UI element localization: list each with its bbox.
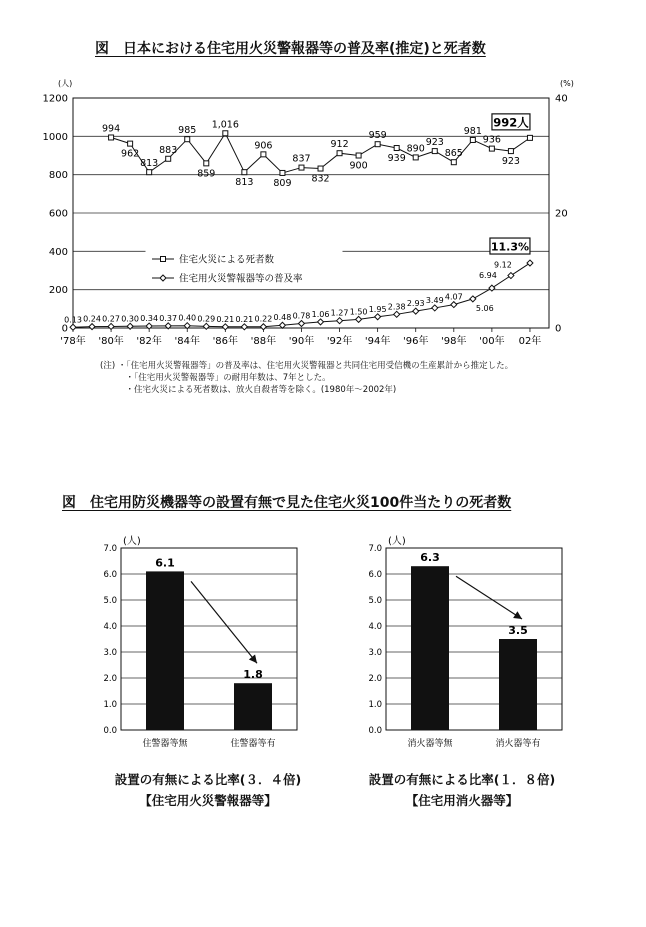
data-label-deaths: 939 xyxy=(387,153,406,165)
arrow-head xyxy=(249,654,257,663)
legend-marker-square xyxy=(161,257,166,262)
data-label-deaths: 962 xyxy=(121,148,140,160)
y-tick-label: 6.0 xyxy=(103,570,117,580)
x-tick-label: '94年 xyxy=(364,336,391,347)
data-label-penetration: 9.12 xyxy=(494,260,512,270)
callout-deaths: 992人 xyxy=(493,115,529,130)
point-penetration xyxy=(413,308,419,314)
x-category-label: 住警器等無 xyxy=(142,739,188,749)
bar xyxy=(234,683,272,730)
y-tick-label: 7.0 xyxy=(368,544,382,554)
point-deaths xyxy=(318,166,323,171)
data-label-deaths: 959 xyxy=(368,130,387,142)
point-penetration xyxy=(108,323,114,329)
data-label-deaths: 1,016 xyxy=(211,119,239,131)
data-label-penetration: 4.07 xyxy=(444,292,463,302)
point-penetration xyxy=(70,324,76,330)
data-label-penetration: 1.27 xyxy=(330,308,349,318)
data-label-penetration: 0.24 xyxy=(83,314,101,324)
data-label-deaths: 865 xyxy=(444,148,463,160)
x-category-label: 消火器等有 xyxy=(495,739,541,749)
data-label-penetration: 2.38 xyxy=(387,302,406,312)
x-category-label: 住警器等有 xyxy=(230,739,276,749)
point-deaths xyxy=(432,149,437,154)
y-left-tick-label: 1200 xyxy=(42,93,68,105)
data-label-deaths: 832 xyxy=(311,173,330,185)
callout-penetration: 11.3% xyxy=(490,240,530,254)
point-penetration xyxy=(241,324,247,330)
data-label-deaths: 890 xyxy=(406,143,425,155)
data-label-penetration: 0.40 xyxy=(178,313,197,323)
data-label-deaths: 923 xyxy=(501,156,520,168)
data-label-deaths: 906 xyxy=(254,140,273,152)
point-deaths xyxy=(147,170,152,175)
data-label-penetration: 0.37 xyxy=(159,313,178,323)
data-label-penetration: 3.49 xyxy=(425,295,444,305)
footnote-2: ・「住宅用火災警報器等」の耐用年数は、7年とした。 xyxy=(100,373,331,383)
x-tick-label: '96年 xyxy=(402,336,429,347)
x-tick-label: '90年 xyxy=(288,336,315,347)
arrow-line xyxy=(456,576,522,619)
data-label-penetration: 5.06 xyxy=(475,303,494,313)
caption-alarm xyxy=(88,769,328,811)
data-label-penetration: 0.78 xyxy=(292,311,311,321)
data-label-penetration: 1.95 xyxy=(368,304,387,314)
y-left-unit: (人) xyxy=(58,79,73,88)
bar-chart-extinguisher xyxy=(350,530,590,760)
point-deaths xyxy=(261,152,266,157)
point-deaths xyxy=(508,149,513,154)
x-tick-label: '86年 xyxy=(212,336,239,347)
data-label-penetration: 0.48 xyxy=(273,313,292,323)
data-label-deaths: 981 xyxy=(463,125,482,137)
y-left-tick-label: 600 xyxy=(48,208,68,220)
point-penetration xyxy=(508,273,514,279)
data-label-deaths: 813 xyxy=(235,177,254,189)
y-right-unit: (%) xyxy=(560,79,574,88)
point-deaths xyxy=(204,161,209,166)
data-label-penetration: 0.30 xyxy=(121,314,140,324)
y-unit: (人) xyxy=(123,536,141,547)
data-label-deaths: 912 xyxy=(330,139,349,151)
y-tick-label: 2.0 xyxy=(368,674,382,684)
data-label-deaths: 923 xyxy=(425,137,444,149)
y-left-tick-label: 1000 xyxy=(42,131,68,143)
data-label-deaths: 994 xyxy=(102,123,121,135)
data-label-penetration: 0.27 xyxy=(102,314,120,324)
point-deaths xyxy=(166,156,171,161)
y-right-tick-label: 0 xyxy=(555,323,562,335)
footnotes xyxy=(100,360,513,396)
y-tick-label: 1.0 xyxy=(368,700,382,710)
legend-label: 住宅用火災警報器等の普及率 xyxy=(179,273,303,285)
bar-chart-alarm xyxy=(85,530,325,760)
bar xyxy=(411,566,449,730)
x-tick-label: '00年 xyxy=(479,336,505,347)
data-label-penetration: 2.93 xyxy=(406,299,425,309)
point-penetration xyxy=(489,285,495,291)
chart-title-bars: 図 住宅用防災機器等の設置有無で見た住宅火災100件当たりの死者数 xyxy=(62,495,512,511)
point-deaths xyxy=(223,131,228,136)
point-deaths xyxy=(185,137,190,142)
x-category-label: 消火器等無 xyxy=(407,739,453,749)
point-deaths xyxy=(109,135,114,140)
y-tick-label: 7.0 xyxy=(103,544,117,554)
bar-value-label: 6.3 xyxy=(420,551,440,565)
y-tick-label: 3.0 xyxy=(103,648,117,658)
point-penetration xyxy=(260,324,266,330)
point-penetration xyxy=(451,302,457,308)
bar-value-label: 3.5 xyxy=(508,624,528,637)
point-deaths xyxy=(242,170,247,175)
y-tick-label: 2.0 xyxy=(103,674,117,684)
chart-title-line: 図 日本における住宅用火災警報器等の普及率(推定)と死者数 xyxy=(95,41,486,57)
data-label-penetration: 6.94 xyxy=(478,271,497,281)
data-label-deaths: 985 xyxy=(178,125,197,137)
bar-value-label: 6.1 xyxy=(155,556,175,570)
y-tick-label: 3.0 xyxy=(368,648,382,658)
point-penetration xyxy=(527,260,533,266)
caption-alarm-type: 【住宅用火災警報器等】 xyxy=(139,793,277,808)
point-deaths xyxy=(470,137,475,142)
caption-alarm-ratio: 設置の有無による比率(３．４倍) xyxy=(114,772,302,787)
x-tick-label: '82年 xyxy=(136,336,162,347)
y-left-tick-label: 800 xyxy=(48,170,68,182)
bar xyxy=(499,639,537,730)
point-penetration xyxy=(394,311,400,317)
data-label-penetration: 1.06 xyxy=(311,309,330,319)
data-label-deaths: 813 xyxy=(140,158,159,170)
footnote-3: ・住宅火災による死者数は、放火自殺者等を除く。(1980年〜2002年) xyxy=(100,385,397,395)
bar xyxy=(146,571,184,730)
point-penetration xyxy=(298,321,304,327)
point-penetration xyxy=(470,296,476,302)
data-label-deaths: 859 xyxy=(197,168,216,180)
y-tick-label: 1.0 xyxy=(103,700,117,710)
point-penetration xyxy=(89,324,95,330)
data-label-penetration: 0.21 xyxy=(235,314,254,324)
y-tick-label: 6.0 xyxy=(368,570,382,580)
point-deaths xyxy=(356,153,361,158)
y-tick-label: 4.0 xyxy=(103,622,117,632)
point-deaths xyxy=(299,165,304,170)
point-deaths xyxy=(280,170,285,175)
data-label-deaths: 837 xyxy=(292,153,311,165)
y-tick-label: 5.0 xyxy=(103,596,117,606)
point-deaths xyxy=(394,146,399,151)
point-penetration xyxy=(318,319,324,325)
footnote-1: (注) ・「住宅用火災警報器等」の普及率は、住宅用火災警報器と共同住宅用受信機の生産累計から推定した。 xyxy=(100,361,514,371)
point-penetration xyxy=(432,305,438,311)
x-tick-label: 02年 xyxy=(518,336,542,347)
data-label-penetration: 0.21 xyxy=(216,314,235,324)
bar-value-label: 1.8 xyxy=(243,668,263,682)
data-label-penetration: 0.34 xyxy=(140,314,159,324)
arrow-line xyxy=(191,581,257,663)
point-deaths xyxy=(337,151,342,156)
point-deaths xyxy=(527,135,532,140)
caption-extinguisher-type: 【住宅用消火器等】 xyxy=(405,793,519,808)
y-tick-label: 0.0 xyxy=(368,726,382,736)
y-right-tick-label: 40 xyxy=(555,93,568,105)
point-penetration xyxy=(222,324,228,330)
data-label-deaths: 900 xyxy=(349,160,368,172)
x-tick-label: '98年 xyxy=(441,336,467,347)
point-deaths xyxy=(413,155,418,160)
y-left-tick-label: 0 xyxy=(61,323,68,335)
caption-extinguisher xyxy=(342,769,582,811)
legend-label: 住宅火災による死者数 xyxy=(179,254,275,266)
data-label-deaths: 936 xyxy=(482,134,501,146)
y-left-tick-label: 400 xyxy=(48,246,68,258)
data-label-penetration: 0.22 xyxy=(254,314,273,324)
y-unit: (人) xyxy=(388,536,406,547)
data-label-deaths: 883 xyxy=(159,144,178,156)
point-penetration xyxy=(337,318,343,324)
x-tick-label: '88年 xyxy=(250,336,277,347)
point-deaths xyxy=(489,146,494,151)
point-deaths xyxy=(128,141,133,146)
y-tick-label: 0.0 xyxy=(103,726,117,736)
x-tick-label: '92年 xyxy=(326,336,353,347)
y-tick-label: 4.0 xyxy=(368,622,382,632)
x-tick-label: '78年 xyxy=(60,336,86,347)
point-penetration xyxy=(375,314,381,320)
y-right-tick-label: 20 xyxy=(555,208,568,220)
point-penetration xyxy=(279,322,285,328)
data-label-penetration: 0.29 xyxy=(197,314,216,324)
point-deaths xyxy=(375,142,380,147)
data-label-penetration: 0.13 xyxy=(64,315,82,325)
x-tick-label: '80年 xyxy=(98,336,124,347)
point-deaths xyxy=(451,160,456,165)
y-tick-label: 5.0 xyxy=(368,596,382,606)
point-penetration xyxy=(356,316,362,322)
data-label-deaths: 809 xyxy=(273,177,292,189)
arrow-head xyxy=(513,611,522,619)
x-tick-label: '84年 xyxy=(174,336,200,347)
caption-extinguisher-ratio: 設置の有無による比率(１．８倍) xyxy=(368,772,556,787)
y-left-tick-label: 200 xyxy=(48,285,68,297)
data-label-penetration: 1.50 xyxy=(349,307,368,317)
